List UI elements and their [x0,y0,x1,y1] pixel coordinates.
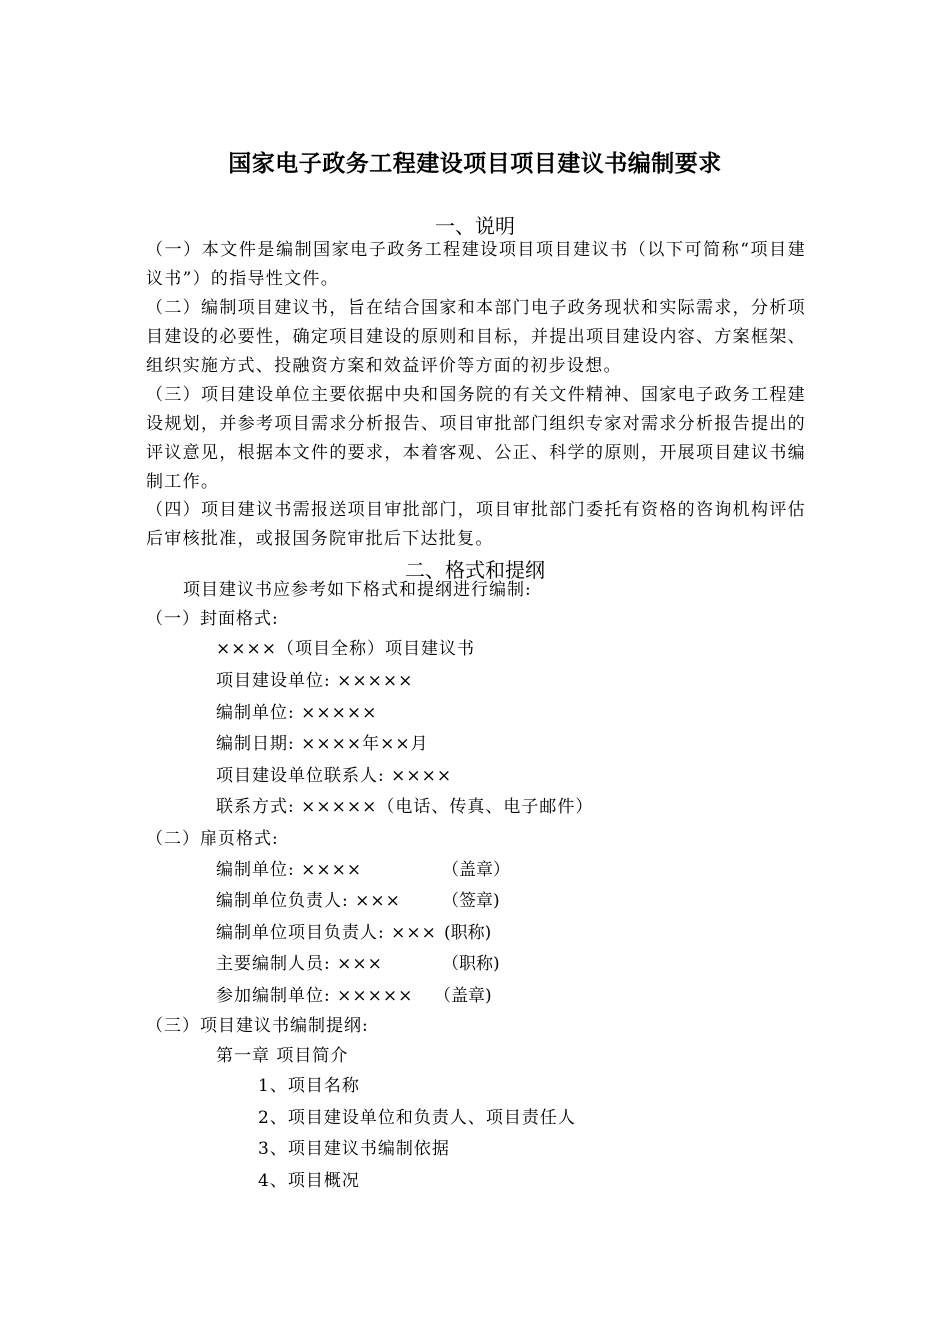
title-page-note-1: （盖章） [442,860,510,880]
title-page-note-3: (职称) [444,923,492,943]
title-page-note-4: （职称) [442,954,500,974]
outline-chapter-1: 第一章 项目简介 [216,1046,349,1066]
outline-item-1: 1、项目名称 [258,1076,360,1096]
cover-line-4: 编制日期: ××××年××月 [216,734,429,754]
paragraph-2: （二）编制项目建议书，旨在结合国家和本部门电子政务现状和实际需求，分析项目建设的必要性，确定项目建设的原则和目标，并提出项目建设内容、方案框架、组织实施方式、投融资方案和效益评价等方面的初步设想。 [146,298,806,376]
paragraph-3: （三）项目建设单位主要依据中央和国务院的有关文件精神、国家电子政务工程建设规划，并参考项目需求分析报告、项目审批部门组织专家对需求分析报告提出的评议意见，根据本文件的要求，本着客观、公正、科学的原则，开展项目建议书编制工作。 [146,385,806,492]
paragraph-4: （四）项目建议书需报送项目审批部门，项目审批部门委托有资格的咨询机构评估后审核批准，或报国务院审批后下达批复。 [146,500,806,549]
cover-line-6: 联系方式: ×××××（电话、传真、电子邮件） [216,797,594,817]
title-page-row-4: 主要编制人员: ××× [216,954,383,974]
outline-label: （三）项目建议书编制提纲: [146,1016,369,1036]
title-page-row-1: 编制单位: ×××× [216,860,363,880]
title-page-row-3: 编制单位项目负责人: ××× [216,923,437,943]
title-page-row-5: 参加编制单位: ××××× [216,986,414,1006]
section-heading-explanation: 一、说明 [435,214,515,238]
cover-line-1: ××××（项目全称）项目建议书 [216,639,475,659]
cover-line-3: 编制单位: ××××× [216,703,378,723]
paragraph-1: （一）本文件是编制国家电子政务工程建设项目项目建议书（以下可简称“项目建议书”）的指导性文件。 [146,240,806,289]
outline-item-4: 4、项目概况 [258,1171,360,1191]
outline-item-2: 2、项目建设单位和负责人、项目责任人 [258,1108,576,1128]
title-page-format-label: （二）扉页格式: [146,829,279,849]
outline-item-3: 3、项目建议书编制依据 [258,1139,450,1159]
cover-line-5: 项目建设单位联系人: ×××× [216,766,453,786]
title-page-note-5: （盖章) [434,986,492,1006]
document-title: 国家电子政务工程建设项目项目建议书编制要求 [228,151,722,177]
cover-format-label: （一）封面格式: [146,609,279,629]
section-heading-format: 二、格式和提纲 [405,558,545,582]
title-page-note-2: （签章) [442,891,500,911]
format-intro: 项目建议书应参考如下格式和提纲进行编制: [183,580,532,600]
cover-line-2: 项目建设单位: ××××× [216,671,414,691]
title-page-row-2: 编制单位负责人: ××× [216,891,401,911]
